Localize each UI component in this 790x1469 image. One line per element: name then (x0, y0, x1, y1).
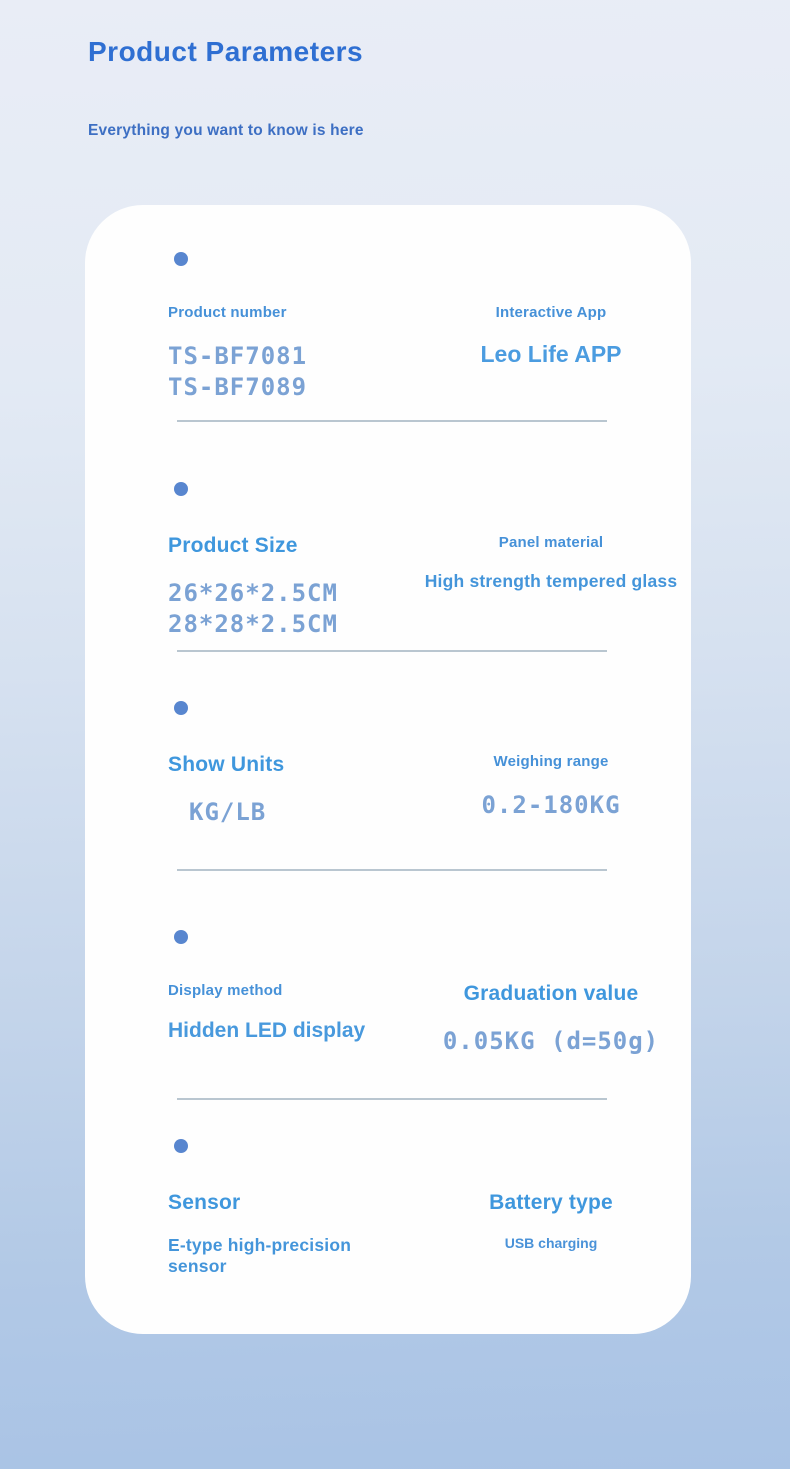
parameter-value-line: High strength tempered glass (424, 571, 678, 591)
parameter-label: Weighing range (493, 753, 609, 770)
section-divider (177, 650, 607, 652)
parameter-value (168, 578, 411, 640)
parameter-columns (85, 534, 691, 640)
page-subtitle: Everything you want to know is here (88, 122, 364, 139)
parameter-cell-right (411, 1191, 691, 1277)
parameter-columns (85, 1191, 691, 1277)
parameter-value (411, 1026, 691, 1057)
parameter-cell-right (411, 982, 691, 1057)
parameter-value (411, 341, 691, 368)
bullet-dot-icon (174, 1139, 188, 1153)
parameter-value (168, 1235, 411, 1277)
parameter-label: Product number (168, 304, 287, 321)
parameter-cell-left (168, 982, 411, 1057)
section-divider (177, 1098, 607, 1100)
parameter-value-line: E-type high-precision sensor (168, 1235, 352, 1276)
section-divider (177, 420, 607, 422)
parameter-value (411, 1235, 691, 1251)
parameter-value-line: KG/LB (189, 798, 267, 826)
parameter-value-line: 28*28*2.5CM (168, 610, 338, 639)
parameters-card (85, 205, 691, 1334)
bullet-dot-icon (174, 930, 188, 944)
parameter-cell-left (168, 304, 411, 403)
bullet-dot-icon (174, 482, 188, 496)
parameter-value-line: 26*26*2.5CM (168, 579, 338, 607)
parameter-label: Show Units (168, 753, 285, 776)
parameter-columns (85, 982, 691, 1057)
parameter-value-line: TS-BF7089 (168, 373, 308, 402)
parameter-value (168, 341, 411, 403)
parameter-label: Interactive App (495, 304, 607, 321)
parameter-value-line: 0.2-180KG (481, 791, 621, 819)
parameter-cell-right (411, 753, 691, 828)
parameter-cell-left (168, 1191, 411, 1277)
parameter-label: Panel material (498, 534, 604, 551)
parameter-value (168, 1019, 411, 1043)
parameter-cell-left (168, 753, 411, 828)
parameter-cell-right (411, 304, 691, 403)
parameter-label: Graduation value (463, 982, 639, 1005)
parameter-value (411, 790, 691, 821)
parameter-columns (85, 753, 691, 828)
page-title: Product Parameters (88, 36, 364, 67)
parameter-value-line: 0.05KG (d=50g) (442, 1027, 660, 1055)
section-divider (177, 869, 607, 871)
parameter-value-line: USB charging (504, 1235, 598, 1251)
parameter-cell-left (168, 534, 411, 640)
parameter-columns (85, 304, 691, 403)
parameter-label: Battery type (489, 1191, 613, 1214)
parameter-cell-right (411, 534, 691, 640)
parameter-label: Sensor (168, 1191, 241, 1214)
bullet-dot-icon (174, 252, 188, 266)
parameter-value (168, 797, 411, 828)
bullet-dot-icon (174, 701, 188, 715)
parameter-label: Display method (168, 982, 283, 999)
parameter-value-line: Leo Life APP (480, 341, 622, 367)
parameter-label: Product Size (168, 534, 298, 557)
parameter-value-line: Hidden LED display (168, 1019, 366, 1042)
parameter-value (411, 571, 691, 592)
parameter-value-line: TS-BF7081 (168, 342, 308, 370)
